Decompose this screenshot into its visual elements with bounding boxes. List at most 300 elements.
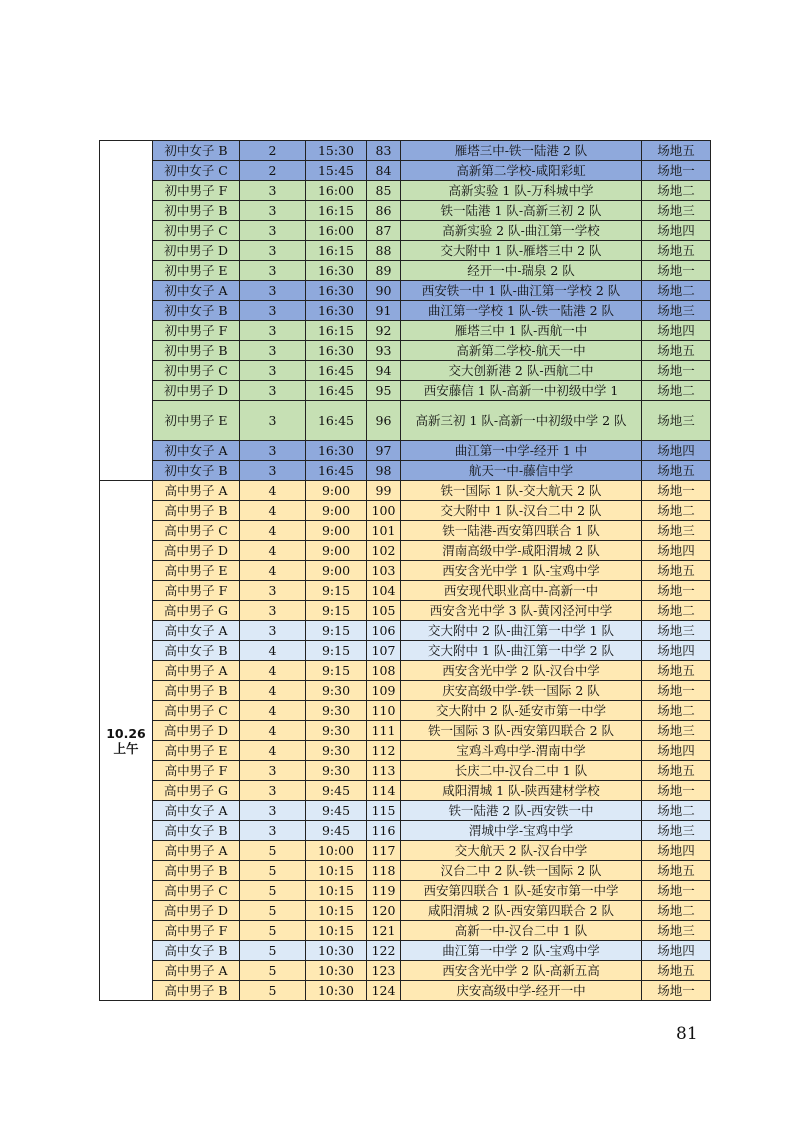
page-number: 81	[676, 1024, 698, 1044]
time-cell: 9:15	[306, 601, 367, 621]
group-cell: 高中女子 A	[153, 621, 240, 641]
match-cell: 经开一中-瑞泉 2 队	[401, 261, 642, 281]
match-cell: 高新实验 1 队-万科城中学	[401, 181, 642, 201]
time-cell: 16:00	[306, 181, 367, 201]
group-cell: 高中男子 B	[153, 681, 240, 701]
time-cell: 9:30	[306, 761, 367, 781]
round-cell: 4	[240, 561, 306, 581]
table-row	[100, 601, 711, 621]
match-number-cell: 113	[367, 761, 401, 781]
time-cell: 16:30	[306, 301, 367, 321]
time-cell: 9:45	[306, 801, 367, 821]
match-number-cell: 109	[367, 681, 401, 701]
group-cell: 初中男子 D	[153, 241, 240, 261]
venue-cell: 场地一	[642, 881, 711, 901]
match-cell: 曲江第一中学-经开 1 中	[401, 441, 642, 461]
round-cell: 4	[240, 721, 306, 741]
match-number-cell: 102	[367, 541, 401, 561]
group-cell: 高中女子 B	[153, 641, 240, 661]
venue-cell: 场地二	[642, 701, 711, 721]
match-number-cell: 116	[367, 821, 401, 841]
venue-cell: 场地三	[642, 201, 711, 221]
venue-cell: 场地四	[642, 741, 711, 761]
table-row	[100, 801, 711, 821]
table-row	[100, 161, 711, 181]
group-cell: 高中男子 D	[153, 541, 240, 561]
match-cell: 交大附中 1 队-雁塔三中 2 队	[401, 241, 642, 261]
round-cell: 3	[240, 341, 306, 361]
table-row	[100, 981, 711, 1001]
round-cell: 3	[240, 381, 306, 401]
table-row	[100, 581, 711, 601]
group-cell: 初中女子 C	[153, 161, 240, 181]
group-cell: 初中男子 B	[153, 341, 240, 361]
match-cell: 交大附中 1 队-汉台二中 2 队	[401, 501, 642, 521]
round-cell: 5	[240, 941, 306, 961]
match-cell: 交大航天 2 队-汉台中学	[401, 841, 642, 861]
group-cell: 初中女子 B	[153, 301, 240, 321]
venue-cell: 场地三	[642, 401, 711, 441]
table-row	[100, 141, 711, 161]
table-row	[100, 341, 711, 361]
venue-cell: 场地四	[642, 441, 711, 461]
time-cell: 16:45	[306, 361, 367, 381]
time-cell: 10:30	[306, 961, 367, 981]
table-row	[100, 181, 711, 201]
table-row	[100, 761, 711, 781]
group-cell: 初中女子 A	[153, 441, 240, 461]
table-row	[100, 561, 711, 581]
group-cell: 高中男子 A	[153, 481, 240, 501]
group-cell: 初中女子 A	[153, 281, 240, 301]
match-cell: 铁一陆港 2 队-西安铁一中	[401, 801, 642, 821]
time-cell: 16:30	[306, 281, 367, 301]
match-number-cell: 117	[367, 841, 401, 861]
group-cell: 初中男子 B	[153, 201, 240, 221]
group-cell: 高中男子 A	[153, 961, 240, 981]
match-number-cell: 85	[367, 181, 401, 201]
match-cell: 渭南高级中学-咸阳渭城 2 队	[401, 541, 642, 561]
venue-cell: 场地五	[642, 341, 711, 361]
round-cell: 4	[240, 501, 306, 521]
table-row	[100, 841, 711, 861]
group-cell: 高中男子 G	[153, 781, 240, 801]
match-cell: 曲江第一中学 2 队-宝鸡中学	[401, 941, 642, 961]
round-cell: 3	[240, 221, 306, 241]
round-cell: 3	[240, 361, 306, 381]
time-cell: 9:30	[306, 681, 367, 701]
time-cell: 9:15	[306, 661, 367, 681]
group-cell: 初中男子 F	[153, 181, 240, 201]
match-number-cell: 98	[367, 461, 401, 481]
table-row	[100, 441, 711, 461]
match-number-cell: 120	[367, 901, 401, 921]
table-row	[100, 921, 711, 941]
time-cell: 9:00	[306, 481, 367, 501]
table-row	[100, 481, 711, 501]
match-number-cell: 124	[367, 981, 401, 1001]
round-cell: 4	[240, 701, 306, 721]
match-number-cell: 92	[367, 321, 401, 341]
match-cell: 铁一国际 1 队-交大航天 2 队	[401, 481, 642, 501]
group-cell: 高中男子 A	[153, 661, 240, 681]
round-cell: 3	[240, 461, 306, 481]
match-number-cell: 105	[367, 601, 401, 621]
venue-cell: 场地五	[642, 561, 711, 581]
match-number-cell: 84	[367, 161, 401, 181]
venue-cell: 场地五	[642, 461, 711, 481]
table-row	[100, 861, 711, 881]
match-number-cell: 94	[367, 361, 401, 381]
round-cell: 5	[240, 921, 306, 941]
time-cell: 9:00	[306, 541, 367, 561]
schedule-table	[99, 140, 711, 1001]
group-cell: 初中男子 C	[153, 221, 240, 241]
venue-cell: 场地一	[642, 781, 711, 801]
table-row	[100, 321, 711, 341]
table-row	[100, 201, 711, 221]
round-cell: 4	[240, 661, 306, 681]
match-cell: 西安第四联合 1 队-延安市第一中学	[401, 881, 642, 901]
table-row	[100, 501, 711, 521]
match-cell: 长庆二中-汉台二中 1 队	[401, 761, 642, 781]
round-cell: 3	[240, 241, 306, 261]
group-cell: 高中男子 C	[153, 701, 240, 721]
match-cell: 高新三初 1 队-高新一中初级中学 2 队	[401, 401, 642, 441]
time-cell: 16:15	[306, 201, 367, 221]
time-cell: 9:45	[306, 781, 367, 801]
time-cell: 9:45	[306, 821, 367, 841]
time-cell: 16:30	[306, 261, 367, 281]
time-cell: 15:45	[306, 161, 367, 181]
match-number-cell: 119	[367, 881, 401, 901]
match-cell: 交大创新港 2 队-西航二中	[401, 361, 642, 381]
match-cell: 西安铁一中 1 队-曲江第一学校 2 队	[401, 281, 642, 301]
venue-cell: 场地四	[642, 641, 711, 661]
round-cell: 3	[240, 261, 306, 281]
match-cell: 宝鸡斗鸡中学-渭南中学	[401, 741, 642, 761]
match-cell: 咸阳渭城 1 队-陕西建材学校	[401, 781, 642, 801]
venue-cell: 场地一	[642, 481, 711, 501]
round-cell: 2	[240, 161, 306, 181]
venue-cell: 场地四	[642, 941, 711, 961]
venue-cell: 场地五	[642, 861, 711, 881]
time-cell: 16:45	[306, 461, 367, 481]
venue-cell: 场地二	[642, 901, 711, 921]
time-cell: 16:30	[306, 441, 367, 461]
round-cell: 4	[240, 541, 306, 561]
time-cell: 16:30	[306, 341, 367, 361]
group-cell: 高中男子 D	[153, 721, 240, 741]
match-number-cell: 91	[367, 301, 401, 321]
time-cell: 16:00	[306, 221, 367, 241]
venue-cell: 场地四	[642, 221, 711, 241]
match-number-cell: 95	[367, 381, 401, 401]
time-cell: 10:15	[306, 881, 367, 901]
match-cell: 雁塔三中 1 队-西航一中	[401, 321, 642, 341]
round-cell: 5	[240, 841, 306, 861]
round-cell: 3	[240, 321, 306, 341]
time-cell: 9:00	[306, 561, 367, 581]
venue-cell: 场地二	[642, 601, 711, 621]
group-cell: 初中男子 E	[153, 401, 240, 441]
group-cell: 高中男子 F	[153, 581, 240, 601]
round-cell: 5	[240, 881, 306, 901]
match-number-cell: 115	[367, 801, 401, 821]
round-cell: 4	[240, 741, 306, 761]
table-row	[100, 661, 711, 681]
time-cell: 9:00	[306, 501, 367, 521]
group-cell: 高中男子 B	[153, 861, 240, 881]
match-cell: 交大附中 2 队-延安市第一中学	[401, 701, 642, 721]
venue-cell: 场地二	[642, 381, 711, 401]
table-row	[100, 281, 711, 301]
match-cell: 铁一陆港-西安第四联合 1 队	[401, 521, 642, 541]
table-row	[100, 461, 711, 481]
match-number-cell: 114	[367, 781, 401, 801]
venue-cell: 场地三	[642, 301, 711, 321]
match-cell: 曲江第一学校 1 队-铁一陆港 2 队	[401, 301, 642, 321]
round-cell: 3	[240, 201, 306, 221]
table-row	[100, 301, 711, 321]
venue-cell: 场地四	[642, 541, 711, 561]
match-number-cell: 93	[367, 341, 401, 361]
round-cell: 4	[240, 641, 306, 661]
match-cell: 庆安高级中学-经开一中	[401, 981, 642, 1001]
group-cell: 高中男子 F	[153, 921, 240, 941]
round-cell: 3	[240, 581, 306, 601]
round-cell: 3	[240, 761, 306, 781]
table-row	[100, 881, 711, 901]
date-cell	[100, 141, 153, 481]
venue-cell: 场地五	[642, 761, 711, 781]
round-cell: 4	[240, 521, 306, 541]
schedule-body	[100, 141, 711, 1001]
round-cell: 4	[240, 481, 306, 501]
venue-cell: 场地二	[642, 501, 711, 521]
group-cell: 高中男子 E	[153, 561, 240, 581]
group-cell: 高中男子 C	[153, 521, 240, 541]
match-cell: 西安含光中学 2 队-汉台中学	[401, 661, 642, 681]
match-cell: 高新实验 2 队-曲江第一学校	[401, 221, 642, 241]
time-cell: 10:30	[306, 941, 367, 961]
group-cell: 初中男子 D	[153, 381, 240, 401]
match-number-cell: 100	[367, 501, 401, 521]
match-cell: 渭城中学-宝鸡中学	[401, 821, 642, 841]
venue-cell: 场地一	[642, 981, 711, 1001]
group-cell: 高中男子 A	[153, 841, 240, 861]
match-number-cell: 83	[367, 141, 401, 161]
group-cell: 高中男子 F	[153, 761, 240, 781]
match-cell: 西安含光中学 3 队-黄冈泾河中学	[401, 601, 642, 621]
venue-cell: 场地二	[642, 281, 711, 301]
venue-cell: 场地三	[642, 721, 711, 741]
round-cell: 3	[240, 601, 306, 621]
round-cell: 2	[240, 141, 306, 161]
round-cell: 3	[240, 801, 306, 821]
match-cell: 咸阳渭城 2 队-西安第四联合 2 队	[401, 901, 642, 921]
table-row	[100, 961, 711, 981]
group-cell: 高中女子 B	[153, 821, 240, 841]
match-number-cell: 89	[367, 261, 401, 281]
time-cell: 10:15	[306, 861, 367, 881]
match-cell: 交大附中 2 队-曲江第一中学 1 队	[401, 621, 642, 641]
time-cell: 9:15	[306, 641, 367, 661]
venue-cell: 场地三	[642, 821, 711, 841]
time-cell: 16:45	[306, 401, 367, 441]
match-number-cell: 107	[367, 641, 401, 661]
time-cell: 9:00	[306, 521, 367, 541]
table-row	[100, 821, 711, 841]
round-cell: 3	[240, 401, 306, 441]
round-cell: 3	[240, 621, 306, 641]
round-cell: 5	[240, 961, 306, 981]
time-cell: 16:45	[306, 381, 367, 401]
time-cell: 10:00	[306, 841, 367, 861]
match-number-cell: 110	[367, 701, 401, 721]
match-cell: 西安含光中学 2 队-高新五高	[401, 961, 642, 981]
venue-cell: 场地四	[642, 321, 711, 341]
table-row	[100, 381, 711, 401]
match-number-cell: 122	[367, 941, 401, 961]
match-number-cell: 97	[367, 441, 401, 461]
time-cell: 10:15	[306, 921, 367, 941]
match-number-cell: 106	[367, 621, 401, 641]
venue-cell: 场地二	[642, 181, 711, 201]
group-cell: 高中女子 A	[153, 801, 240, 821]
venue-cell: 场地一	[642, 161, 711, 181]
group-cell: 高中男子 B	[153, 501, 240, 521]
time-cell: 16:15	[306, 321, 367, 341]
venue-cell: 场地五	[642, 961, 711, 981]
table-row	[100, 221, 711, 241]
venue-cell: 场地一	[642, 261, 711, 281]
time-cell: 10:30	[306, 981, 367, 1001]
match-number-cell: 99	[367, 481, 401, 501]
round-cell: 3	[240, 281, 306, 301]
match-number-cell: 96	[367, 401, 401, 441]
match-number-cell: 112	[367, 741, 401, 761]
match-cell: 西安含光中学 1 队-宝鸡中学	[401, 561, 642, 581]
match-cell: 高新第二学校-咸阳彩虹	[401, 161, 642, 181]
round-cell: 3	[240, 301, 306, 321]
match-number-cell: 111	[367, 721, 401, 741]
table-row	[100, 401, 711, 441]
group-cell: 初中男子 E	[153, 261, 240, 281]
match-number-cell: 88	[367, 241, 401, 261]
venue-cell: 场地一	[642, 681, 711, 701]
time-cell: 9:30	[306, 701, 367, 721]
group-cell: 高中男子 C	[153, 881, 240, 901]
match-number-cell: 86	[367, 201, 401, 221]
match-number-cell: 101	[367, 521, 401, 541]
table-row	[100, 241, 711, 261]
match-number-cell: 108	[367, 661, 401, 681]
match-cell: 高新一中-汉台二中 1 队	[401, 921, 642, 941]
time-cell: 9:30	[306, 721, 367, 741]
table-row	[100, 741, 711, 761]
group-cell: 初中男子 F	[153, 321, 240, 341]
match-cell: 铁一国际 3 队-西安第四联合 2 队	[401, 721, 642, 741]
round-cell: 3	[240, 441, 306, 461]
table-row	[100, 641, 711, 661]
table-row	[100, 901, 711, 921]
match-number-cell: 118	[367, 861, 401, 881]
table-row	[100, 721, 711, 741]
group-cell: 初中男子 C	[153, 361, 240, 381]
time-cell: 15:30	[306, 141, 367, 161]
match-number-cell: 104	[367, 581, 401, 601]
match-cell: 西安现代职业高中-高新一中	[401, 581, 642, 601]
venue-cell: 场地五	[642, 141, 711, 161]
match-cell: 交大附中 1 队-曲江第一中学 2 队	[401, 641, 642, 661]
table-row	[100, 541, 711, 561]
match-cell: 雁塔三中-铁一陆港 2 队	[401, 141, 642, 161]
match-cell: 航天一中-藤信中学	[401, 461, 642, 481]
match-cell: 铁一陆港 1 队-高新三初 2 队	[401, 201, 642, 221]
table-row	[100, 781, 711, 801]
venue-cell: 场地一	[642, 361, 711, 381]
venue-cell: 场地三	[642, 521, 711, 541]
round-cell: 3	[240, 821, 306, 841]
group-cell: 初中女子 B	[153, 141, 240, 161]
round-cell: 5	[240, 981, 306, 1001]
time-cell: 9:15	[306, 621, 367, 641]
venue-cell: 场地一	[642, 581, 711, 601]
round-cell: 4	[240, 681, 306, 701]
venue-cell: 场地五	[642, 241, 711, 261]
match-cell: 高新第二学校-航天一中	[401, 341, 642, 361]
match-number-cell: 90	[367, 281, 401, 301]
time-cell: 9:30	[306, 741, 367, 761]
round-cell: 3	[240, 181, 306, 201]
round-cell: 3	[240, 781, 306, 801]
match-number-cell: 121	[367, 921, 401, 941]
table-row	[100, 521, 711, 541]
group-cell: 高中男子 G	[153, 601, 240, 621]
match-number-cell: 103	[367, 561, 401, 581]
venue-cell: 场地三	[642, 921, 711, 941]
match-number-cell: 87	[367, 221, 401, 241]
venue-cell: 场地三	[642, 621, 711, 641]
table-row	[100, 361, 711, 381]
date-cell	[100, 481, 153, 1001]
group-cell: 初中女子 B	[153, 461, 240, 481]
match-number-cell: 123	[367, 961, 401, 981]
match-cell: 西安藤信 1 队-高新一中初级中学 1	[401, 381, 642, 401]
time-cell: 16:15	[306, 241, 367, 261]
round-cell: 5	[240, 901, 306, 921]
table-row	[100, 621, 711, 641]
time-cell: 9:15	[306, 581, 367, 601]
date-label: 10.26 上午	[106, 725, 146, 756]
table-row	[100, 941, 711, 961]
match-cell: 庆安高级中学-铁一国际 2 队	[401, 681, 642, 701]
venue-cell: 场地四	[642, 841, 711, 861]
match-cell: 汉台二中 2 队-铁一国际 2 队	[401, 861, 642, 881]
table-row	[100, 701, 711, 721]
round-cell: 5	[240, 861, 306, 881]
time-cell: 10:15	[306, 901, 367, 921]
venue-cell: 场地二	[642, 801, 711, 821]
venue-cell: 场地五	[642, 661, 711, 681]
table-row	[100, 681, 711, 701]
group-cell: 高中男子 E	[153, 741, 240, 761]
group-cell: 高中男子 B	[153, 981, 240, 1001]
group-cell: 高中男子 D	[153, 901, 240, 921]
group-cell: 高中女子 B	[153, 941, 240, 961]
table-row	[100, 261, 711, 281]
